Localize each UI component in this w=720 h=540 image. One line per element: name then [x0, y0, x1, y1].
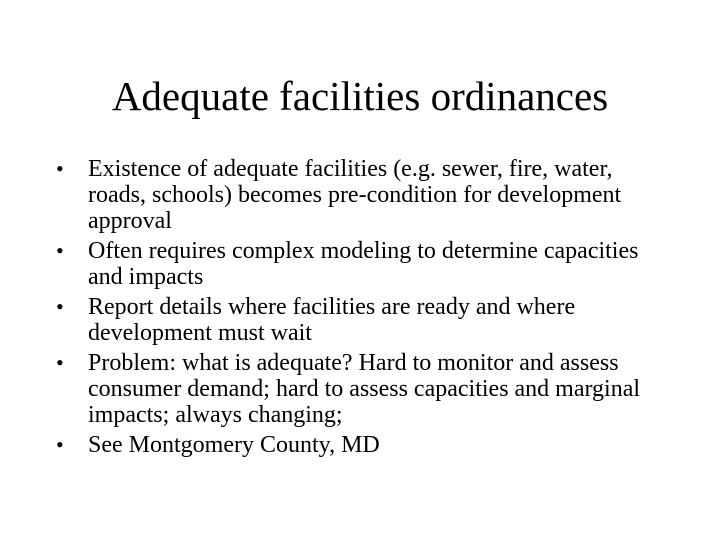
slide-title: Adequate facilities ordinances [111, 73, 609, 119]
bullet-text: Report details where facilities are ready and where development must wait [88, 294, 576, 346]
bullet-text: Often requires complex modeling to determine capacities and impacts [88, 238, 639, 290]
bullet-text: Existence of adequate facilities (e.g. sewer, fire, water, roads, schools) becomes pre-condition for development approval [88, 156, 622, 234]
bullet-item [56, 432, 676, 458]
bullet-icon: • [56, 294, 64, 319]
bullet-icon: • [56, 432, 64, 457]
bullet-icon: • [56, 156, 64, 181]
bullet-text: Problem: what is adequate? Hard to monitor and assess consumer demand; hard to assess capacities and marginal impacts; always changing; [88, 350, 641, 428]
bullet-item [56, 156, 676, 234]
bullet-icon: • [56, 350, 64, 375]
bullet-item [56, 294, 676, 346]
bullet-item [56, 238, 676, 290]
bullet-list [56, 156, 676, 462]
bullet-icon: • [56, 238, 64, 263]
bullet-item [56, 350, 676, 428]
bullet-text: See Montgomery County, MD [88, 432, 380, 458]
